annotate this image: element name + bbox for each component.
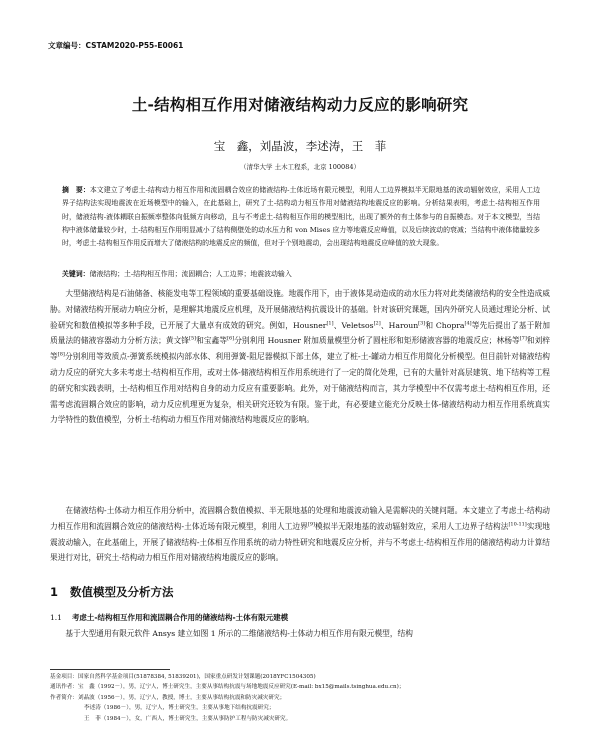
footnote-corresponding: 通讯作者：宝 鑫（1992－），男，辽宁人，博士研究生，主要从事结构抗震与场地地震反应研究(E-mail: bx15@mails.tsinghua.edu.cn)；: [50, 684, 405, 691]
footnote-author-bio: 王 菲（1984－），女，广西人，博士研究生，主要从事防护工程与防灾减灾研究。: [84, 715, 292, 722]
keywords-label: 关键词：: [62, 270, 90, 278]
footnote-funding: 基金项目：国家自然科学基金项目(51878384, 51839201)，国家重点研发计划课题(2018YFC1504305): [50, 674, 316, 680]
affiliation: （清华大学 土木工程系，北京 100084）: [240, 163, 360, 171]
section-heading: [50, 584, 174, 600]
intro-paragraph-1: 大型储液结构是石油储备、核能发电等工程领域的重要基础设施。地震作用下，由于液体晃动造成的动水压力将对此类储液结构的安全性造成威胁。对储液结构开展动力响应分析，是理解其地震反应机理，及开展储液结构抗震设计的基础。针对该研究课题，国内外研究人员通过理论分析、试验研究和数值模拟等多种手段，已开展了大量卓有成效的研究。例如，Housner[1]、Veletsos[2]、Haroun[3]和 Chopra[4]等先后提出了基于附加质量法的储液容器动力分析方法；黄文锋[5]和宝鑫等[6]分别利用 Housner 附加质量模型分析了圆柱形和矩形储液容器的地震反应；林杨等[7]和刘梓等[8]分别利用等效质点-弹簧系统模拟内部水体、利用弹簧-阻尼器模拟下部土体，建立了桩-土-罐动力相互作用简化分析模型。但目前针对储液结构动力反应的研究大多未考虑土-结构相互作用，或对土体-储液结构相互作用系统进行了一定的简化处理，已有的大量针对高层建筑、地下结构等工程的研究和实践表明，土-结构相互作用对结构自身的动力反应有重要影响。此外，对于储液结构而言，其力学模型中不仅需考虑土-结构相互作用，还需考虑流固耦合效应的影响，动力反应机理更为复杂，相关研究还较为有限。鉴于此，有必要建立能充分反映土体-储液结构动力相互作用系统真实力学特性的数值模型，分析土-结构动力相互作用对储液结构地震反应的影响。: [50, 289, 550, 425]
citation-ref: [6]: [227, 335, 235, 342]
footnote-author-bio: 作者简介：刘晶波（1956－），男，辽宁人，教授，博士，主要从事结构抗震和防灾减灾研究；: [50, 694, 286, 701]
subsection-title: 考虑土-结构相互作用和流固耦合作用的储液结构-土体有限元建模: [71, 613, 289, 622]
subsection-heading: [50, 612, 288, 623]
author-list: 宝 鑫，刘晶波，李述涛，王 菲: [213, 139, 387, 153]
abstract-label: 摘 要：: [62, 186, 90, 194]
citation-ref: [8]: [57, 351, 65, 358]
footnote-author-bio: 李述涛（1986－），男，辽宁人，博士研究生，主要从事地下结构抗震研究；: [84, 705, 275, 712]
keywords-text: 储液结构；土-结构相互作用；流固耦合；人工边界；地震波动输入: [89, 270, 292, 278]
citation-ref: [1]: [326, 320, 334, 327]
citation-ref: [5]: [189, 335, 197, 342]
abstract: [62, 184, 540, 250]
footnote-rule: [50, 669, 170, 670]
intro-paragraph-2: 在储液结构-土体动力相互作用分析中，流固耦合数值模拟、半无限地基的处理和地震波动输入是需解决的关键问题。本文建立了考虑土-结构动力相互作用和流固耦合效应的储液结构-土体近场有限元模型，利用人工边界[9]模拟半无限地基的波动辐射效应，采用人工边界子结构法[10-11]实现地震波动输入，在此基础上，开展了储液结构-土体相互作用系统的动力特性研究和地震反应分析，并与不考虑土-结构相互作用的储液结构动力计算结果进行对比，研究土-结构动力相互作用对储液结构地震反应的影响。: [50, 506, 550, 563]
citation-ref: [4]: [464, 320, 472, 327]
paper-title: 土-结构相互作用对储液结构动力反应的影响研究: [131, 96, 469, 114]
abstract-text: 本文建立了考虑土-结构动力相互作用和流固耦合效应的储液结构-土体近场有限元模型，利用人工边界模拟半无限地基的波动辐射效应，采用人工边界子结构法实现地震波在近场模型中的输入，在此基础上，研究了土-结构动力相互作用对储液结构地震反应的影响。分析结果表明，考虑土-结构相互作用时，储液结构-液体耦联自振频率整体向低频方向移动，且与不考虑土-结构相互作用的模型相比，出现了额外的有土体参与的自振模态。对于本文模型，当结构中液体储量较少时，土-结构相互作用明显减小了结构侧壁处的动水压力和 von Mises 应力等地震反应峰值，以及后续波动的衰减；当结构中液体储量较多时，考虑土-结构相互作用反而增大了储液结构的地震反应的频值，但对于个别地震动，会出现结构地震反应峰值的放大现象。: [62, 186, 540, 248]
article-number: 文章编号：CSTAM2020-P55-E0061: [48, 41, 184, 50]
footnotes: [50, 672, 550, 724]
subsection-number: 1.1: [50, 613, 62, 622]
citation-ref: [2]: [373, 320, 381, 327]
section-number: 1: [50, 585, 59, 599]
citation-ref: [10-11]: [508, 521, 527, 528]
citation-ref: [9]: [307, 521, 315, 528]
section-title: 数值模型及分析方法: [70, 585, 174, 599]
citation-ref: [3]: [418, 320, 426, 327]
keywords: [62, 268, 540, 281]
citation-ref: [7]: [519, 335, 527, 342]
section-paragraph: 基于大型通用有限元软件 Ansys 建立如图 1 所示的二维储液结构-土体动力相互作用有限元模型，结构: [65, 629, 413, 638]
